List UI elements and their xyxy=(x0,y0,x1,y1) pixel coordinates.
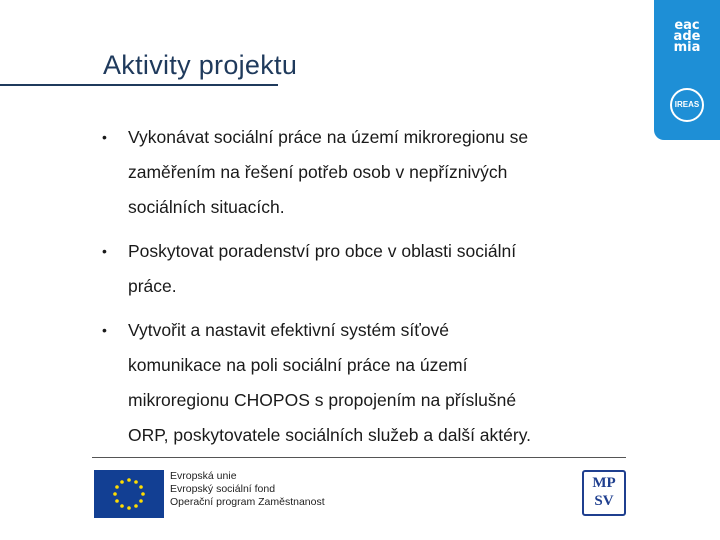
bullet-dot-icon: • xyxy=(102,243,107,259)
eu-fund-text xyxy=(170,470,325,509)
mpsv-top: MP xyxy=(592,475,616,491)
bullet-item xyxy=(102,120,622,225)
mpsv-logo xyxy=(582,470,626,516)
bullet-dot-icon: • xyxy=(102,129,107,145)
mpsv-bottom: SV xyxy=(594,493,614,509)
bullet-list xyxy=(102,120,622,462)
eacademia-line-3: mia xyxy=(673,40,701,55)
bullet-line: Poskytovat poradenství pro obce v oblasti sociální xyxy=(128,241,517,261)
title-underline xyxy=(0,84,278,86)
eacademia-logo xyxy=(654,0,720,140)
bullet-line: Vytvořit a nastavit efektivní systém síťové xyxy=(128,320,450,340)
eacademia-line-2: ade xyxy=(673,29,701,44)
bullet-line: sociálních situacích. xyxy=(128,197,285,217)
eacademia-line-1: eac xyxy=(674,18,700,33)
bullet-dot-icon: • xyxy=(102,322,107,338)
eu-flag-icon xyxy=(94,470,164,518)
eu-text-line: Evropská unie xyxy=(170,470,237,482)
bullet-line: komunikace na poli sociální práce na území xyxy=(128,355,468,375)
bullet-line: práce. xyxy=(128,276,177,296)
bullet-item xyxy=(102,313,622,453)
ireas-logo: IREAS xyxy=(670,88,704,122)
eu-text-line: Operační program Zaměstnanost xyxy=(170,496,325,508)
bullet-line: ORP, poskytovatele sociálních služeb a další aktéry. xyxy=(128,425,532,445)
bullet-line: mikroregionu CHOPOS s propojením na příslušné xyxy=(128,390,517,410)
bullet-line: Vykonávat sociální práce na území mikroregionu se xyxy=(128,127,529,147)
bullet-item xyxy=(102,234,622,304)
footer-divider xyxy=(92,457,626,458)
eu-text-line: Evropský sociální fond xyxy=(170,483,276,495)
bullet-line: zaměřením na řešení potřeb osob v nepříznivých xyxy=(128,162,508,182)
slide-title: Aktivity projektu xyxy=(103,50,298,80)
